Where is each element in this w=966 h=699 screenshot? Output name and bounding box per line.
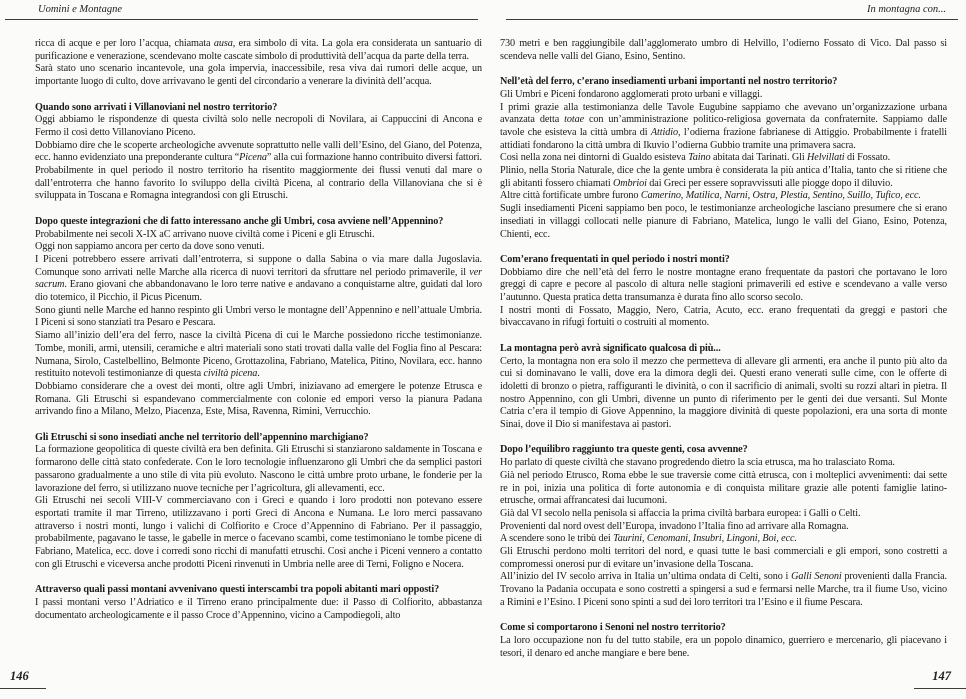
body-paragraph: Dobbiamo dire che nell’età del ferro le nostre montagne erano frequentate da pastori che portavano le loro greggi di capre e pecore al pascolo di altura nelle stagioni primaverili ed estive e scendevano a valle verso l’autunno. Questa pratica detta transumanza è durata fino allo scorso secolo. — [500, 266, 947, 304]
body-paragraph: Così nella zona nei dintorni di Gualdo esisteva Taino abitata dai Tarinati. Gli Helvillati di Fossato. — [500, 152, 891, 164]
body-paragraph: Probabilmente nei secoli X-IX aC arrivano nuove civiltà come i Piceni e gli Etruschi. — [35, 228, 375, 240]
body-paragraph: Dobbiamo dire che le scoperte archeologiche avvenute soprattutto nelle valli dell’Esino, del Giano, del Potenza, ecc. hanno evidenziato una preponderante cultura “Picena” alla cui formazione hanno contribuito diversi fattori. Probabilmente in quel periodo il nostro territorio ha risentito maggiormente dei flussi venuti dal mare o dall’entroterra che hanno favorito lo sviluppo della civiltà Picena, al contrario della Villanoviana che si è sviluppata in Toscana e Romagna integrandosi con gli Etruschi. — [35, 139, 482, 202]
body-paragraph: Gli Umbri e Piceni fondarono agglomerati proto urbani e villaggi. — [500, 88, 763, 100]
body-paragraph: Già nel periodo Etrusco, Roma ebbe le sue traversie come città etrusca, con i molteplici avvenimenti: dai sette re in poi, inizia una politica di forte autonomia e di conquista militare grazie alle potenti famiglie latino-etrusche, ormai affrancatesi dai lucumoni. — [500, 469, 947, 507]
header-rule-right — [506, 19, 958, 20]
running-head-right: In montagna con... — [866, 4, 946, 15]
question-heading: Com’erano frequentati in quel periodo i nostri monti? — [500, 253, 730, 265]
question-heading: Come si comportarono i Senoni nel nostro territorio? — [500, 622, 726, 634]
body-paragraph: Gli Etruschi perdono molti territori del nord, e quasi tutte le basi commerciali e gli empori, sono costretti a compromessi onerosi pur di evitare un’invasione della Toscana. — [500, 546, 947, 570]
body-paragraph: I passi montani verso l’Adriatico e il Tirreno erano principalmente due: il Passo di Colfiorito, abbastanza documentato archeologicamente e il passo Croce d’Appennino, vicino a Campodiegoli, alto — [35, 596, 482, 621]
body-paragraph: ricca di acque e per loro l’acqua, chiamata ausa, era simbolo di vita. La gola era considerata un santuario di purificazione e venerazione, scendevano molte cascate simbolo di produttività dell’acqua da parte della terra. — [35, 38, 482, 62]
body-paragraph: Certo, la montagna non era solo il mezzo che permetteva di allevare gli armenti, era anche il punto più alto da cui si dominavano le valli, dove era la dimora degli dei. Questi erano venerati sulle cime, con le offerte di idoletti di bronzo o pietra, raffiguranti le divinità, o con il sacrificio di animali, svolti su rozzi altari in pietra. Il nostro Appennino, con gli Umbri, divenne un punto di riferimento per le genti dei due versanti. Sul Monte Catria c’era il tempio di Giove Appennino, la maggiore divinità di queste popolazioni, era una sorta di monte Sinai, dove il Dio si manifestava ai pastori. — [500, 355, 947, 431]
question-heading: La montagna però avrà significato qualcosa di più... — [500, 342, 721, 354]
page-number-left: 146 — [10, 669, 29, 683]
question-heading: Attraverso quali passi montani avvenivano questi interscambi tra popoli abitanti mari opposti? — [35, 584, 440, 596]
body-paragraph: Sugli insediamenti Piceni sappiamo ben poco, le testimonianze archeologiche lasciano presumere che si erano insediati in villaggi collocati nelle pianure di Fabriano, Matelica, lungo le valli del Giano, Esino, Potenza, Chienti, ecc. — [500, 203, 947, 240]
body-paragraph: Dobbiamo considerare che a ovest dei monti, oltre agli Umbri, iniziavano ad emergere le potenze Etrusca e Romana. Gli Etruschi si espandevano commercialmente con colonie ed empori verso la pianura Padana arrivando fino a Milano, Melzo, Piacenza, Este, Misa, Ravenna, Rimini, Verrucchio. — [35, 380, 482, 418]
page-left-text-column — [35, 38, 482, 698]
body-paragraph: Plinio, nella Storia Naturale, dice che la gente umbra è considerata la più antica d’Italia, tanto che si ritiene che gli abitanti fossero chiamati Ombrioi dai Greci per essere sopravvissuti alle piogge dopo il diluvio. — [500, 165, 947, 189]
body-paragraph: Sarà stato uno scenario incantevole, una gola impervia, inaccessibile, resa viva dai rumori delle acque, un importante luogo di culto, dove arrivavano le genti del circondario a venerare la divinità dell’acqua. — [35, 63, 482, 88]
footer-rule-left — [0, 688, 46, 689]
question-heading: Dopo queste integrazioni che di fatto interessano anche gli Umbri, cosa avviene nell’Appennino? — [35, 215, 444, 227]
body-paragraph: Oggi non sappiamo ancora per certo da dove sono venuti. — [35, 241, 265, 253]
body-paragraph: I primi grazie alla testimonianza delle Tavole Eugubine sappiamo che avevano un’organizzazione urbana avanzata detta totae con un’amministrazione politico-religiosa governata da confraternite. Sappiamo dalle tavole che esisteva la città umbra di Attidio, l’odierna frazione fabrianese di Attiggio. Probabilmente i fratelli attidiati fondarono la città umbra di Ikuvio l’odierna Gubbio tramite una primavera sacra. — [500, 101, 947, 151]
body-paragraph: Provenienti dal nord ovest dell’Europa, invadono l’Italia fino ad arrivare alla Romagna. — [500, 520, 849, 532]
body-paragraph: A scendere sono le tribù dei Taurini, Cenomani, Insubri, Lingoni, Boi, ecc. — [500, 533, 797, 545]
footer-rule-right — [914, 688, 966, 689]
page-number-right: 147 — [932, 669, 951, 683]
body-paragraph: Altre città fortificate umbre furono Camerino, Matilica, Narni, Ostra, Plestia, Sentino, Suillo, Tufico, ecc. — [500, 190, 921, 202]
body-paragraph: Sono giunti nelle Marche ed hanno respinto gli Umbri verso le montagne dell’Appennino e nell’attuale Umbria. I Piceni si sono stanziati tra Pesaro e Pescara. — [35, 304, 482, 329]
question-heading: Nell’età del ferro, c’erano insediamenti urbani importanti nel nostro territorio? — [500, 76, 838, 88]
question-heading: Quando sono arrivati i Villanoviani nel nostro territorio? — [35, 101, 278, 113]
body-paragraph: Oggi abbiamo le rispondenze di questa civiltà solo nelle necropoli di Novilara, ai Cappuccini di Ancona e Fermo il così detto Villanoviano Piceno. — [35, 114, 482, 138]
question-heading: Gli Etruschi si sono insediati anche nel territorio dell’appennino marchigiano? — [35, 431, 369, 443]
running-head-left: Uomini e Montagne — [38, 4, 122, 15]
body-paragraph: La formazione geopolitica di queste civiltà era ben definita. Gli Etruschi si stanziarono saldamente in Toscana e formarono delle città stato confederate. Con le loro tecnologie influenzarono gli Umbri che da semplici pastori passarono gradualmente a uno stile di vita più evoluto. Nascono le città umbre proto urbane, le fonderie per la lavorazione del ferro, si utilizzano nuove tecniche per l’agricoltura, gli allevamenti, ecc. — [35, 444, 482, 494]
page-right-text-column — [500, 38, 947, 698]
body-paragraph: Ho parlato di queste civiltà che stavano progredendo dietro la scia etrusca, ma ho tralasciato Roma. — [500, 457, 895, 469]
body-paragraph: I nostri monti di Fossato, Maggio, Nero, Catria, Acuto, ecc. erano frequentati da greggi e pastori che bivaccavano in rifugi fortuiti o costruiti al momento. — [500, 304, 947, 329]
body-paragraph: All’inizio del IV secolo arriva in Italia un’ultima ondata di Celti, sono i Galli Senoni provenienti dalla Francia. Trovano la Padania occupata e sono costretti a spingersi a sud e fermarsi nelle Marche, tra il fiume Uso, vicino a Rimini e l’Esino. I Piceni sono spinti a sud dei loro territori tra l’Esino e il fiume Pescara. — [500, 571, 947, 608]
body-paragraph: Siamo all’inizio dell’era del ferro, nasce la civiltà Picena di cui le Marche possiedono ricche testimonianze. Tombe, monili, armi, utensili, ceramiche e altri materiali sono stati trovati dalla valle del Foglia fino al Pescara: Numana, Sirolo, Castelbellino, Belmonte Piceno, Grottazolina, Fabriano, Matelica, Pitino, Novilara, ecc. hanno restituito notevoli testimonianze di questa civiltà picena. — [35, 330, 482, 380]
body-paragraph: Gli Etruschi nei secoli VIII-V commerciavano con i Greci e quando i loro prodotti non potevano essere esportati tramite il mar Tirreno, utilizzavano i porti Greci di Ancona e Numana. Le loro merci passavano attraverso i nostri monti, lungo i valichi di Colfiorito e Croce d’Appennino di Fabriano. Per il passaggio, probabilmente, pagavano le tasse, le gabelle in merce o facevano scambi, come testimoniano le tombe picene di Fabriano, Matelica, ecc. dove i corredi sono ricchi di manufatti etruschi. Così anche i Piceni vennero a contatto con gli Etruschi e viceversa anche prodotti Piceni rinvenuti in Umbria nelle aree di Terni, Foligno e Nocera. — [35, 495, 482, 570]
question-heading: Dopo l’equilibro raggiunto tra queste genti, cosa avvenne? — [500, 444, 748, 456]
body-paragraph: I Piceni potrebbero essere arrivati dall’entroterra, si suppone o dalla Sabina o via mare dalla Jugoslavia. Comunque sono arrivati nelle Marche alla ricerca di nuovi territori da sfruttare nel periodo primaverile, il ver sacrum. Erano giovani che abbandonavano le loro terre native e andavano a conquistarne altre, guidati dal loro dio totemico, il Picchio, il Picus Picenum. — [35, 253, 482, 304]
header-rule-left — [5, 19, 478, 20]
body-paragraph: Già dal VI secolo nella penisola si affaccia la prima civiltà barbara europea: i Galli o Celti. — [500, 507, 861, 519]
body-paragraph: 730 metri e ben raggiungibile dall’agglomerato umbro di Helvillo, l’odierno Fossato di Vico. Dal passo si scendeva nelle valli del Giano, Esino, Sentino. — [500, 38, 947, 62]
body-paragraph: La loro occupazione non fu del tutto stabile, era un popolo dinamico, guerriero e mercenario, gli piacevano i tesori, il denaro ed anche mangiare e bere bene. — [500, 634, 947, 659]
